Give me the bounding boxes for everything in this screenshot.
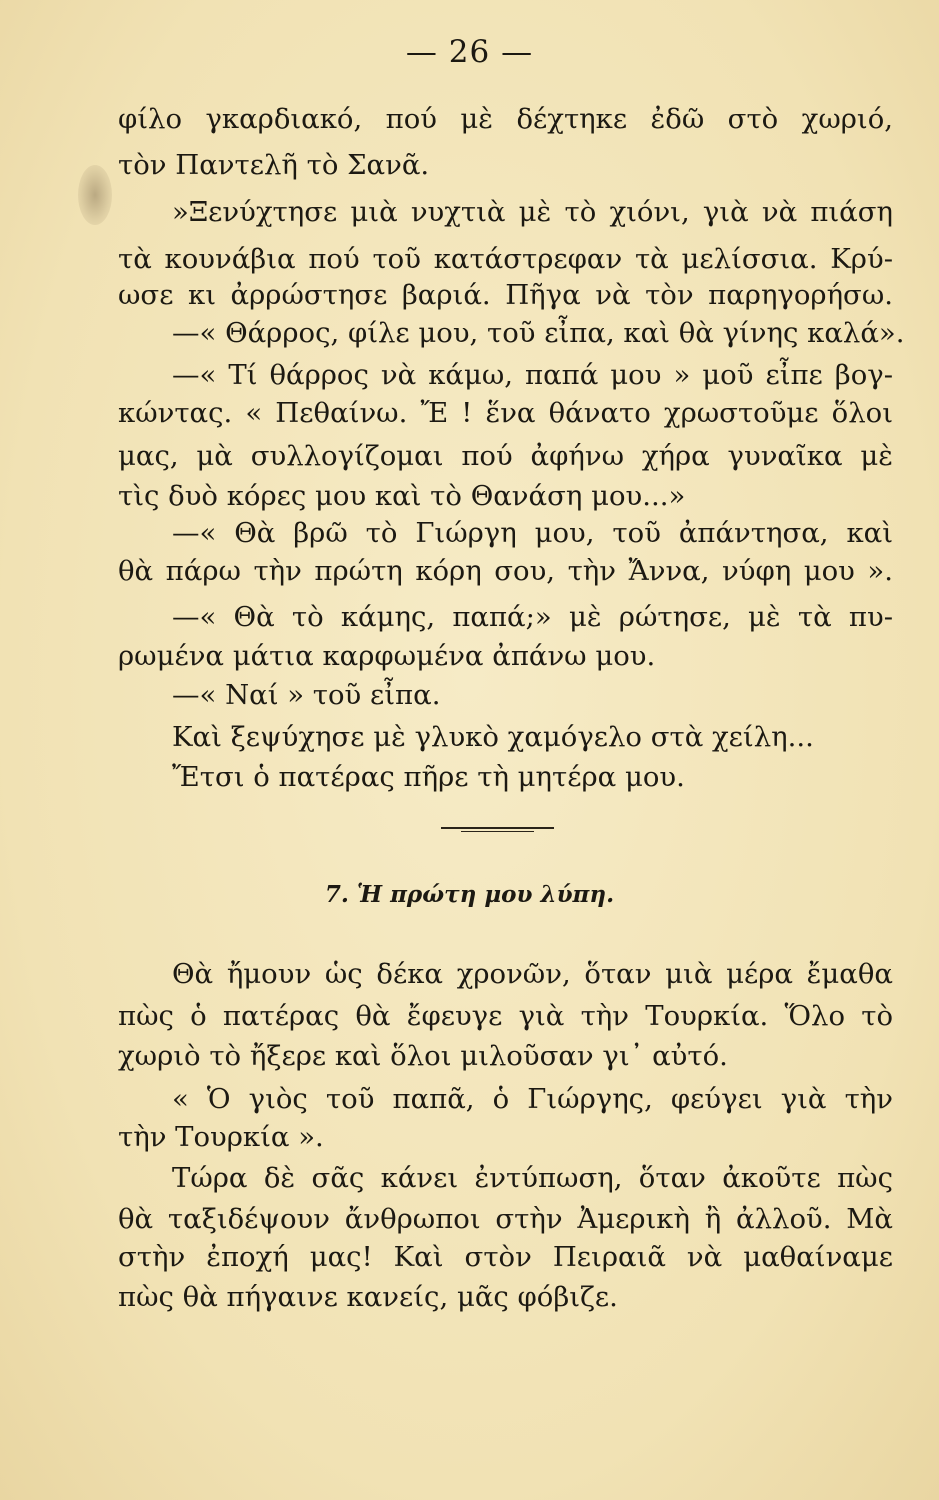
text-line: θὰ ταξιδέψουν ἄνθρωποι στὴν Ἀμερικὴ ἢ ἀλλοῦ. Μὰ	[118, 1203, 893, 1235]
text-line: »Ξενύχτησε μιὰ νυχτιὰ μὲ τὸ χιόνι, γιὰ νὰ πιάση	[172, 196, 893, 228]
text-line: —« Θάρρος, φίλε μου, τοῦ εἶπα, καὶ θὰ γίνης καλά».	[172, 317, 905, 349]
text-line: ωσε κι ἀρρώστησε βαριά. Πῆγα νὰ τὸν παρηγορήσω.	[118, 279, 893, 311]
section-divider	[441, 827, 554, 829]
text-line: πὼς ὁ πατέρας θὰ ἔφευγε γιὰ τὴν Τουρκία. Ὅλο τὸ	[118, 1000, 893, 1032]
text-line: κώντας. « Πεθαίνω. Ἔ ! ἕνα θάνατο χρωστοῦμε ὅλοι	[118, 397, 893, 429]
text-line: Ἔτσι ὁ πατέρας πῆρε τὴ μητέρα μου.	[172, 761, 685, 793]
text-line: στὴν ἐποχή μας! Καὶ στὸν Πειραιᾶ νὰ μαθαίναμε	[118, 1241, 893, 1273]
text-line: Καὶ ξεψύχησε μὲ γλυκὸ χαμόγελο στὰ χείλη...	[172, 721, 814, 753]
text-line: τὸν Παντελῆ τὸ Σανᾶ.	[118, 149, 430, 181]
text-line: τὰ κουνάβια πού τοῦ κατάστρεφαν τὰ μελίσσια. Κρύ-	[118, 243, 893, 275]
text-line: —« Τί θάρρος νὰ κάμω, παπά μου » μοῦ εἶπε βογ-	[172, 359, 893, 391]
chapter-title: 7. Ἡ πρώτη μου λύπη.	[324, 881, 615, 908]
text-line: —« Ναί » τοῦ εἶπα.	[172, 679, 441, 711]
text-line: τὴν Τουρκία ».	[118, 1121, 324, 1153]
text-line: ρωμένα μάτια καρφωμένα ἀπάνω μου.	[118, 640, 656, 672]
text-line: —« Θὰ βρῶ τὸ Γιώργη μου, τοῦ ἀπάντησα, καὶ	[172, 517, 893, 549]
paper-stain	[78, 165, 112, 225]
text-line: Θὰ ἤμουν ὡς δέκα χρονῶν, ὅταν μιὰ μέρα ἔμαθα	[172, 958, 893, 990]
page-number: — 26 —	[405, 34, 534, 70]
text-line: « Ὁ γιὸς τοῦ παπᾶ, ὁ Γιώργης, φεύγει γιὰ τὴν	[172, 1083, 893, 1115]
text-line: πὼς θὰ πήγαινε κανείς, μᾶς φόβιζε.	[118, 1281, 618, 1313]
text-line: χωριὸ τὸ ἤξερε καὶ ὅλοι μιλοῦσαν γι᾿ αὐτό.	[118, 1040, 728, 1072]
text-line: θὰ πάρω τὴν πρώτη κόρη σου, τὴν Ἄννα, νύφη μου ».	[118, 555, 893, 587]
text-line: τὶς δυὸ κόρες μου καὶ τὸ Θανάση μου...»	[118, 480, 686, 512]
text-line: Τώρα δὲ σᾶς κάνει ἐντύπωση, ὅταν ἀκοῦτε πὼς	[172, 1162, 893, 1194]
text-line: φίλο γκαρδιακό, πού μὲ δέχτηκε ἐδῶ στὸ χωριό,	[118, 103, 893, 135]
text-line: —« Θὰ τὸ κάμης, παπά;» μὲ ρώτησε, μὲ τὰ πυ-	[172, 601, 893, 633]
text-line: μας, μὰ συλλογίζομαι πού ἀφήνω χήρα γυναῖκα μὲ	[118, 440, 893, 472]
